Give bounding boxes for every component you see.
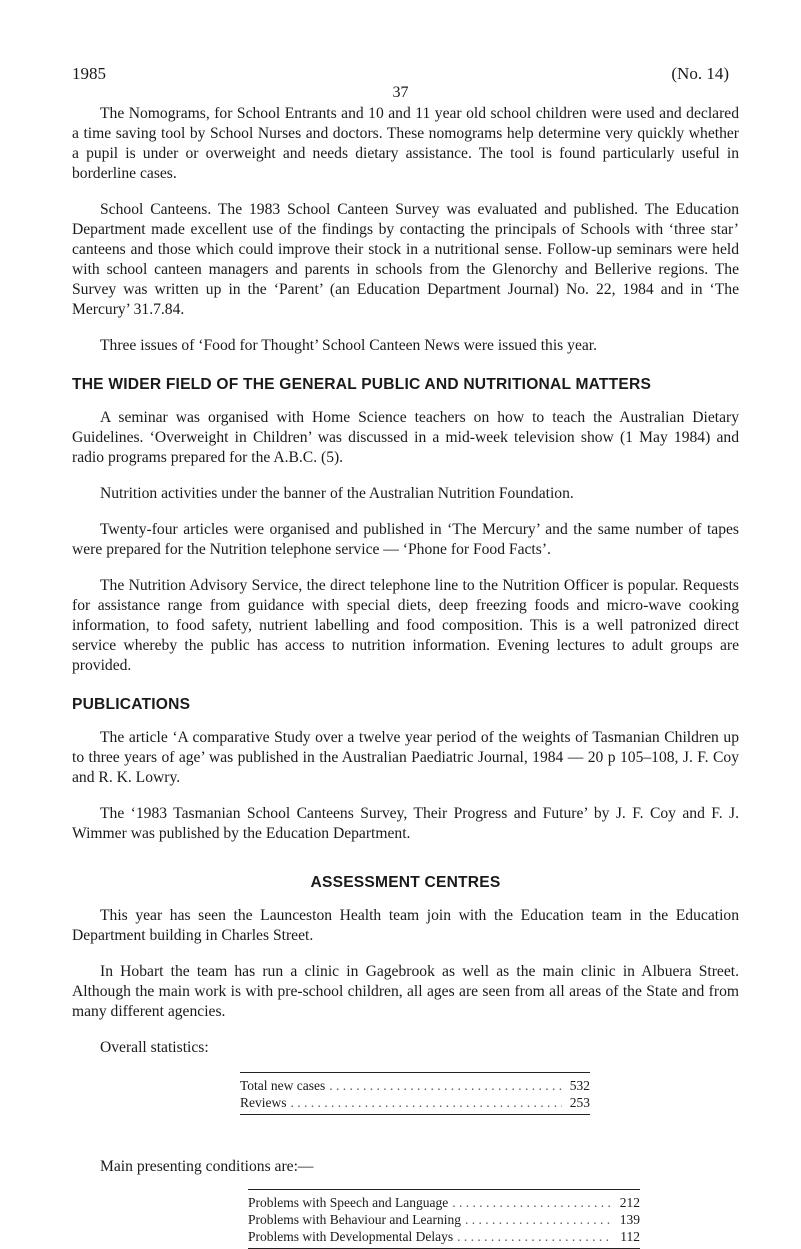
- heading-publications: PUBLICATIONS: [72, 696, 191, 713]
- header-number: (No. 14): [671, 64, 729, 83]
- leader-dots: [461, 1211, 612, 1228]
- paragraph-school-canteens: School Canteens. The 1983 School Canteen Survey was evaluated and published. The Education Department made excellent use of the findings by contacting the principals of Schools with ‘three star’ canteens and those which could improve their stock in a nutritional sense. Follow-up seminars were held with school canteen managers and parents in schools from the Glenorchy and Bellerive regions. The Survey was written up in the ‘Parent’ (an Education Department Journal) No. 22, 1984 and in ‘The Mercury’ 31.7.84.: [72, 201, 739, 318]
- paragraph-canteen-survey-publication: The ‘1983 Tasmanian School Canteens Survey, Their Progress and Future’ by J. F. Coy and F. J. Wimmer was published by the Education Department.: [72, 805, 739, 842]
- table-row: [248, 1194, 640, 1211]
- conditions-table: [248, 1189, 640, 1249]
- heading-assessment-centres: ASSESSMENT CENTRES: [310, 874, 501, 891]
- table-row: [248, 1228, 640, 1245]
- condition-label: Problems with Speech and Language: [248, 1195, 449, 1210]
- paragraph-seminar: A seminar was organised with Home Science teachers on how to teach the Australian Dietary Guidelines. ‘Overweight in Children’ was discussed in a mid-week television show (1 May 1984) and radio programs prepared for the A.B.C. (5).: [72, 409, 739, 466]
- condition-value: 139: [619, 1212, 640, 1227]
- stat-label: Reviews: [240, 1095, 287, 1110]
- stat-label: Total new cases: [240, 1078, 326, 1093]
- header-year: 1985: [72, 64, 106, 83]
- leader-dots: [448, 1194, 612, 1211]
- leader-dots: [287, 1094, 563, 1111]
- condition-value: 112: [620, 1229, 640, 1244]
- leader-dots: [325, 1077, 562, 1094]
- table-row: [240, 1077, 590, 1094]
- paragraph-nutrition-activities: Nutrition activities under the banner of the Australian Nutrition Foundation.: [100, 485, 574, 502]
- leader-dots: [453, 1228, 612, 1245]
- condition-value: 212: [619, 1195, 640, 1210]
- stat-value: 253: [569, 1095, 590, 1110]
- paragraph-advisory-service: The Nutrition Advisory Service, the direct telephone line to the Nutrition Officer is popular. Requests for assistance range from guidance with special diets, deep freezing foods and micro-wave cooking information, to food safety, nutrient labelling and food composition. This is a well patronized direct service whereby the public has access to nutrition information. Evening lectures to adult groups are provided.: [72, 577, 739, 674]
- paragraph-food-for-thought: Three issues of ‘Food for Thought’ School Canteen News were issued this year.: [100, 337, 598, 354]
- paragraph-launceston: This year has seen the Launceston Health team join with the Education team in the Education Department building in Charles Street.: [72, 907, 739, 944]
- overall-statistics-table: [240, 1072, 590, 1115]
- paragraph-hobart: In Hobart the team has run a clinic in Gagebrook as well as the main clinic in Albuera Street. Although the main work is with pre-school children, all ages are seen from all areas of the State and from many different agencies.: [72, 963, 739, 1020]
- table-row: [240, 1094, 590, 1111]
- table-row: [248, 1211, 640, 1228]
- paragraph-nomograms: The Nomograms, for School Entrants and 10 and 11 year old school children were used and declared a time saving tool by School Nurses and doctors. These nomograms help determine very quickly whether a pupil is under or overweight and needs dietary assistance. The tool is found particularly useful in borderline cases.: [72, 105, 739, 182]
- document-body: [72, 104, 739, 1249]
- paragraph-articles: Twenty-four articles were organised and published in ‘The Mercury’ and the same number of tapes were prepared for the Nutrition telephone service — ‘Phone for Food Facts’.: [72, 521, 739, 558]
- overall-statistics-label: Overall statistics:: [100, 1039, 209, 1056]
- condition-label: Problems with Behaviour and Learning: [248, 1212, 461, 1227]
- conditions-label: Main presenting conditions are:—: [100, 1158, 314, 1175]
- stat-value: 532: [569, 1078, 590, 1093]
- heading-wider-field: THE WIDER FIELD OF THE GENERAL PUBLIC AND NUTRITIONAL MATTERS: [72, 376, 652, 393]
- condition-label: Problems with Developmental Delays: [248, 1229, 454, 1244]
- paragraph-article: The article ‘A comparative Study over a twelve year period of the weights of Tasmanian Children up to three years of age’ was published in the Australian Paediatric Journal, 1984 — 20 p 105–108, J. F. Coy and R. K. Lowry.: [72, 729, 739, 786]
- page-number: 37: [392, 84, 409, 101]
